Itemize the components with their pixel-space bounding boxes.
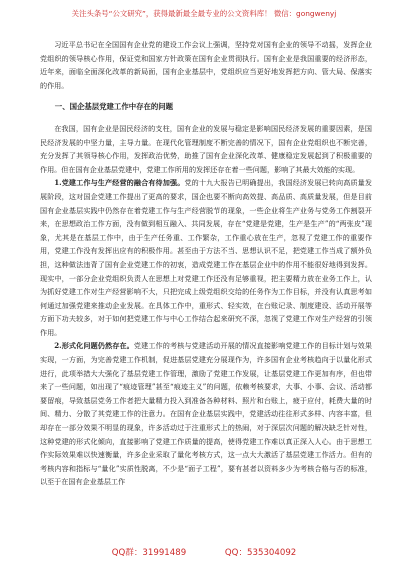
section-heading: 一、国企基层党建工作中存在的问题 — [54, 102, 174, 112]
item-1-paragraph — [40, 176, 372, 339]
item-2-lead: 2.形式化问题仍然存在。 — [54, 341, 134, 351]
intro-paragraph: 习近平总书记在全国国有企业党的建设工作会议上强调，坚持党对国有企业的领导不动摇，发挥企业党组织的领导核心作用，保证党和国家方针政策在国有企业贯彻执行。国有企业是我国重要的经济形态，近年来，面临全面深化改革的新局面，国有企业基层中，党组织应当更好地发挥把方向、管大局、保落实的作用。 — [40, 40, 372, 90]
footer-qq-group: QQ群：31991489 — [111, 548, 187, 558]
item-2-body: 党建工作的考核与党建活动开展的情况直接影响党建工作的目标计划与效果实现，一方面，为完善党建工作机制，促进基层党建充分展现作为，许多国有企业考核趋向于以量化形式进行，此项举措大大强化了基层党建工作管理，激励了党建工作发展，让基层党建工作更加有序，但也带来了一些问题，如出现了“痕迹管理”甚至“痕迹主义”的问题，依赖考核要求，大事、小事、会议、活动都要留痕，导致基层党务工作者把大量精力投入到准备各种材料、照片和台账上，疲于应付，耗费大量的时间、精力、分散了其党建工作的注意力。在国有企业基层实践中，党建活动往往形式多样、内容丰富，但却存在一部分效果不明显的现象，许多活动过于注重形式上的热闹，对于深层次问题的解决缺乏针对性，这种党建的形式化倾向，直接影响了党建工作质量的提高，使得党建工作难以真正深入人心。由于思想工作实际效果难以快速衡量，许多企业采取了量化考核方式，这一点大大激活了基层党建工作活力。但有的考核内容和指标与“量化”实质性脱离，不少是“面子工程”，要有甚者以资料多少为考核合格与否的标准，以至于在国有企业基层工作 — [40, 341, 372, 487]
article-body — [40, 38, 372, 489]
section-paragraph: 在我国，国有企业是国民经济的支柱，国有企业的发展与稳定是影响国民经济发展的重要因素，是国民经济发展的中坚力量，主导力量。在现代化管理制度不断完善的情况下，国有企业党组织也不断完善，充分发挥了其领导核心作用，发挥政治优势，助推了国有企业深化改革、健康稳定发展起到了积极重要的作用。但在国有企业基层党建中，党建工作所用的发挥还存在着一些问题，影响了其最大效能的实现。 — [40, 123, 372, 174]
footer-qq: QQ：535304092 — [224, 548, 297, 558]
item-1-lead: 1.党建工作与生产经营的融合有待加强。 — [54, 178, 185, 188]
footer-contact — [0, 546, 408, 558]
header-banner: 关注头条号“公文研究”，获得最新最全最专业的公文资料库！ 微信：gongwenyj — [71, 9, 337, 18]
item-1-body: 党的十九大报告已明确提出，我国经济发展已转向高质量发展阶段，这对国企党建工作提出了更高的要求，国企也要不断向高效提、高品质、高质量发展，但是目前国有企业基层实践中仍然存在着党建工作与生产经营脱节的现象，一些企业将生产业务与党务工作割裂开来，在思想政治工作方面，没有做到相互融入、共同发展，存在“党建是党建，生产是生产”的“两张皮”现象，尤其是在基层工作中，由于生产任务重、工作繁杂，工作重心放在生产，忽视了党建工作的重要作用，党建工作没有发挥出应有的积极作用。甚至由于方法不当、思想认识不足，把党建工作当成了额外负担，这种做法违背了国有企业党建工作的初衷，造成党建工作在基层企业中的作用不能很好地得到发挥。现实中，一部分企业党组织负责人在思想上对党建工作还没有足够重视，把主要精力放在业务工作上，认为抓好党建工作对生产经营影响不大，只把完成上级党组织交给的任务作为工作目标，并没有认真思考如何通过加强党建来推动企业发展。在具体工作中，重形式、轻实效，在台账记录、制度建设、活动开展等方面下功夫较多，对于如何把党建工作与中心工作结合起来研究不深，忽视了党建工作对生产经营的引领作用。 — [40, 178, 372, 337]
item-2-paragraph — [40, 339, 372, 489]
